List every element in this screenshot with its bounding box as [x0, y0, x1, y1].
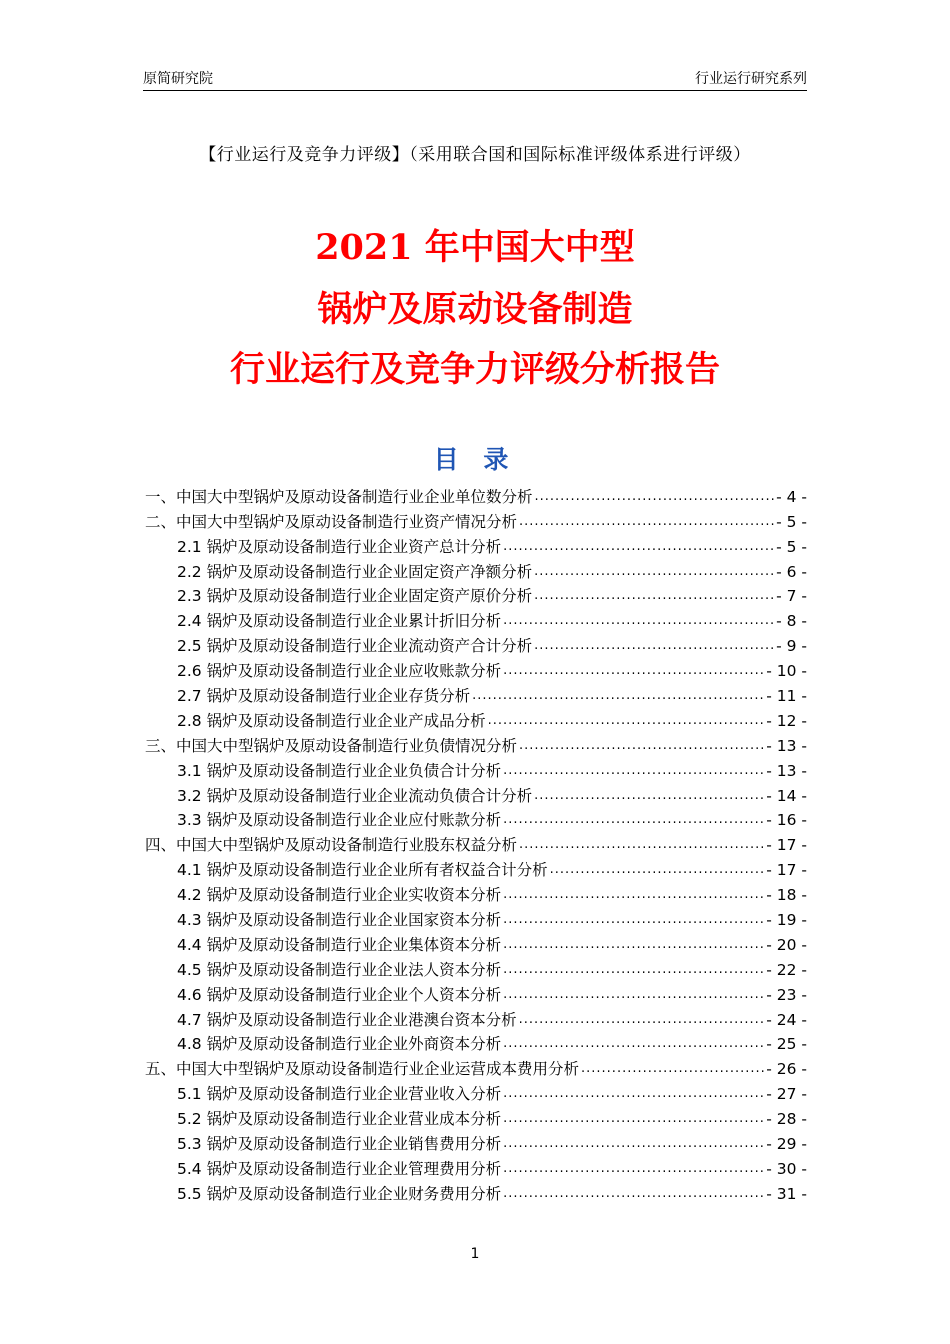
- report-title-line-1: 2021 年中国大中型: [315, 227, 635, 268]
- toc-entry-title: 2.4 锅炉及原动设备制造行业企业累计折旧分析: [177, 612, 502, 631]
- toc-dot-leader: [534, 786, 764, 806]
- toc-dot-leader: [503, 1084, 764, 1104]
- toc-entry-title: 4.7 锅炉及原动设备制造行业企业港澳台资本分析: [177, 1010, 517, 1029]
- toc-entry-title: 5.2 锅炉及原动设备制造行业企业营业成本分析: [177, 1110, 502, 1129]
- toc-entry-page: - 17 -: [766, 861, 807, 880]
- toc-subsection-entry[interactable]: [145, 1079, 807, 1104]
- toc-entry-page: - 13 -: [766, 736, 807, 755]
- toc-entry-title: 5.5 锅炉及原动设备制造行业企业财务费用分析: [177, 1184, 502, 1203]
- toc-entry-page: - 6 -: [776, 562, 807, 581]
- toc-subsection-entry[interactable]: [145, 855, 807, 880]
- toc-entry-title: 2.8 锅炉及原动设备制造行业企业产成品分析: [177, 711, 486, 730]
- toc-dot-leader: [519, 835, 764, 855]
- toc-subsection-entry[interactable]: [145, 681, 807, 706]
- toc-dot-leader: [550, 860, 765, 880]
- toc-entry-title: 四、中国大中型锅炉及原动设备制造行业股东权益分析: [145, 836, 518, 855]
- toc-dot-leader: [503, 960, 764, 980]
- toc-dot-leader: [534, 562, 774, 582]
- toc-entry-title: 二、中国大中型锅炉及原动设备制造行业资产情况分析: [145, 512, 518, 531]
- toc-dot-leader: [503, 611, 774, 631]
- toc-dot-leader: [519, 1010, 765, 1030]
- toc-subsection-entry[interactable]: [145, 955, 807, 980]
- toc-entry-page: - 12 -: [766, 711, 807, 730]
- toc-entry-title: 4.2 锅炉及原动设备制造行业企业实收资本分析: [177, 886, 502, 905]
- toc-subsection-entry[interactable]: [145, 880, 807, 905]
- toc-dot-leader: [472, 686, 764, 706]
- toc-entry-page: - 19 -: [766, 911, 807, 930]
- toc-dot-leader: [503, 885, 764, 905]
- toc-section-entry[interactable]: [145, 731, 807, 756]
- toc-dot-leader: [519, 736, 764, 756]
- toc-entry-page: - 5 -: [776, 537, 807, 556]
- toc-section-entry[interactable]: [145, 507, 807, 532]
- toc-entry-page: - 20 -: [766, 935, 807, 954]
- toc-entry-page: - 17 -: [766, 836, 807, 855]
- toc-entry-title: 4.1 锅炉及原动设备制造行业企业所有者权益合计分析: [177, 861, 548, 880]
- toc-subsection-entry[interactable]: [145, 806, 807, 831]
- toc-dot-leader: [488, 711, 765, 731]
- toc-entry-title: 2.1 锅炉及原动设备制造行业企业资产总计分析: [177, 537, 502, 556]
- toc-subsection-entry[interactable]: [145, 1154, 807, 1179]
- toc-entry-title: 2.5 锅炉及原动设备制造行业企业流动资产合计分析: [177, 637, 533, 656]
- toc-dot-leader: [535, 487, 775, 507]
- toc-dot-leader: [534, 586, 774, 606]
- toc-entry-title: 一、中国大中型锅炉及原动设备制造行业企业单位数分析: [145, 487, 533, 506]
- toc-entry-page: - 23 -: [766, 985, 807, 1004]
- toc-subsection-entry[interactable]: [145, 1104, 807, 1129]
- toc-entry-title: 2.6 锅炉及原动设备制造行业企业应收账款分析: [177, 662, 502, 681]
- toc-entry-title: 2.2 锅炉及原动设备制造行业企业固定资产净额分析: [177, 562, 533, 581]
- toc-subsection-entry[interactable]: [145, 656, 807, 681]
- toc-entry-page: - 4 -: [776, 487, 807, 506]
- toc-entry-title: 4.4 锅炉及原动设备制造行业企业集体资本分析: [177, 935, 502, 954]
- toc-dot-leader: [503, 661, 764, 681]
- toc-dot-leader: [503, 1034, 764, 1054]
- toc-entry-page: - 28 -: [766, 1110, 807, 1129]
- toc-dot-leader: [519, 512, 774, 532]
- toc-entry-page: - 22 -: [766, 960, 807, 979]
- toc-entry-page: - 9 -: [776, 637, 807, 656]
- toc-entry-title: 4.6 锅炉及原动设备制造行业企业个人资本分析: [177, 985, 502, 1004]
- header-organization: 原简研究院: [143, 71, 213, 87]
- toc-entry-title: 2.3 锅炉及原动设备制造行业企业固定资产原价分析: [177, 587, 533, 606]
- toc-entry-title: 5.4 锅炉及原动设备制造行业企业管理费用分析: [177, 1159, 502, 1178]
- toc-dot-leader: [503, 1184, 764, 1204]
- toc-dot-leader: [503, 1159, 764, 1179]
- toc-entry-title: 3.2 锅炉及原动设备制造行业企业流动负债合计分析: [177, 786, 533, 805]
- toc-heading: 目 录: [433, 445, 517, 474]
- toc-subsection-entry[interactable]: [145, 582, 807, 607]
- toc-subsection-entry[interactable]: [145, 557, 807, 582]
- toc-dot-leader: [503, 761, 764, 781]
- toc-dot-leader: [503, 1109, 764, 1129]
- toc-subsection-entry[interactable]: [145, 1179, 807, 1204]
- toc-entry-page: - 13 -: [766, 761, 807, 780]
- report-title-line-3: 行业运行及竞争力评级分析报告: [229, 349, 720, 390]
- toc-entry-page: - 18 -: [766, 886, 807, 905]
- toc-entry-title: 5.1 锅炉及原动设备制造行业企业营业收入分析: [177, 1085, 502, 1104]
- toc-dot-leader: [503, 910, 764, 930]
- toc-subsection-entry[interactable]: [145, 1129, 807, 1154]
- toc-entry-page: - 29 -: [766, 1135, 807, 1154]
- toc-dot-leader: [503, 1134, 764, 1154]
- report-title-line-2: 锅炉及原动设备制造: [317, 289, 633, 330]
- toc-subsection-entry[interactable]: [145, 606, 807, 631]
- toc-subsection-entry[interactable]: [145, 781, 807, 806]
- toc-subsection-entry[interactable]: [145, 756, 807, 781]
- toc-entry-title: 2.7 锅炉及原动设备制造行业企业存货分析: [177, 687, 471, 706]
- toc-entry-title: 3.3 锅炉及原动设备制造行业企业应付账款分析: [177, 811, 502, 830]
- toc-entry-page: - 31 -: [766, 1184, 807, 1203]
- table-of-contents: [145, 482, 807, 1204]
- toc-dot-leader: [534, 636, 774, 656]
- toc-entry-page: - 25 -: [766, 1035, 807, 1054]
- toc-entry-page: - 14 -: [766, 786, 807, 805]
- toc-dot-leader: [581, 1059, 764, 1079]
- toc-subsection-entry[interactable]: [145, 532, 807, 557]
- toc-entry-page: - 26 -: [766, 1060, 807, 1079]
- toc-subsection-entry[interactable]: [145, 1030, 807, 1055]
- toc-entry-page: - 16 -: [766, 811, 807, 830]
- toc-dot-leader: [503, 810, 764, 830]
- toc-entry-title: 4.8 锅炉及原动设备制造行业企业外商资本分析: [177, 1035, 502, 1054]
- toc-subsection-entry[interactable]: [145, 631, 807, 656]
- toc-dot-leader: [503, 985, 764, 1005]
- toc-entry-title: 三、中国大中型锅炉及原动设备制造行业负债情况分析: [145, 736, 518, 755]
- toc-entry-title: 4.3 锅炉及原动设备制造行业企业国家资本分析: [177, 911, 502, 930]
- toc-subsection-entry[interactable]: [145, 930, 807, 955]
- toc-section-entry[interactable]: [145, 830, 807, 855]
- toc-entry-page: - 11 -: [766, 687, 807, 706]
- header-series: 行业运行研究系列: [695, 71, 807, 87]
- toc-entry-page: - 30 -: [766, 1159, 807, 1178]
- toc-entry-title: 4.5 锅炉及原动设备制造行业企业法人资本分析: [177, 960, 502, 979]
- toc-entry-title: 3.1 锅炉及原动设备制造行业企业负债合计分析: [177, 761, 502, 780]
- toc-subsection-entry[interactable]: [145, 905, 807, 930]
- page-header: [143, 66, 807, 91]
- toc-entry-page: - 8 -: [776, 612, 807, 631]
- toc-dot-leader: [503, 935, 764, 955]
- toc-section-entry[interactable]: [145, 1054, 807, 1079]
- toc-subsection-entry[interactable]: [145, 1005, 807, 1030]
- toc-subsection-entry[interactable]: [145, 980, 807, 1005]
- toc-entry-page: - 24 -: [766, 1010, 807, 1029]
- toc-entry-title: 5.3 锅炉及原动设备制造行业企业销售费用分析: [177, 1135, 502, 1154]
- toc-entry-title: 五、中国大中型锅炉及原动设备制造行业企业运营成本费用分析: [145, 1060, 580, 1079]
- page-number: 1: [470, 1246, 480, 1262]
- toc-entry-page: - 5 -: [776, 512, 807, 531]
- toc-entry-page: - 10 -: [766, 662, 807, 681]
- toc-subsection-entry[interactable]: [145, 706, 807, 731]
- report-subtitle: 【行业运行及竞争力评级】（采用联合国和国际标准评级体系进行评级）: [199, 145, 751, 165]
- toc-dot-leader: [503, 537, 774, 557]
- toc-entry-page: - 7 -: [776, 587, 807, 606]
- toc-section-entry[interactable]: [145, 482, 807, 507]
- toc-entry-page: - 27 -: [766, 1085, 807, 1104]
